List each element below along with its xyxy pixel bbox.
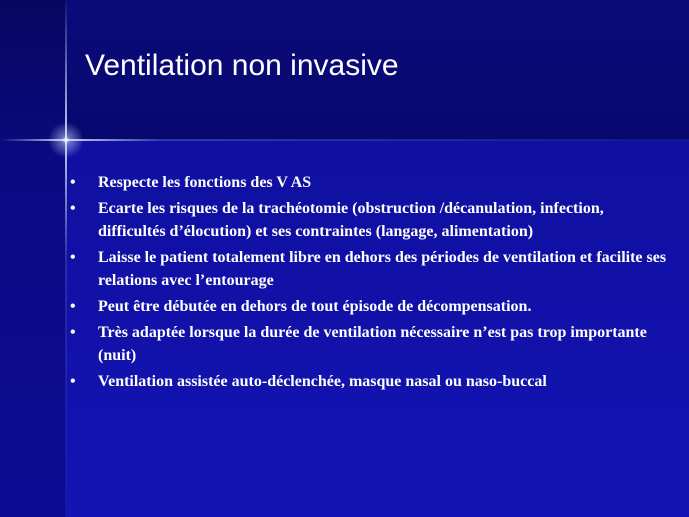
bullet-item [70,321,670,367]
bullet-item [70,171,670,194]
bullet-item [70,370,670,393]
bullet-text: Peut être débutée en dehors de tout épisode de décompensation. [98,298,532,315]
bullet-text: Très adaptée lorsque la durée de ventilation nécessaire n’est pas trop importante (nuit) [98,324,647,364]
sparkle-icon [46,120,86,160]
left-background-band [0,0,66,517]
vertical-divider-line [65,0,67,517]
bullet-item [70,295,670,318]
bullet-text: Ventilation assistée auto-déclenchée, masque nasal ou naso-buccal [98,373,547,390]
slide-title: Ventilation non invasive [85,49,399,82]
bullet-list [70,171,670,396]
bullet-text: Respecte les fonctions des V AS [98,174,312,191]
bullet-icon: • [70,200,76,217]
bullet-icon: • [70,298,76,315]
bullet-item [70,246,670,292]
horizontal-divider-line [0,139,689,141]
bullet-text: Ecarte les risques de la trachéotomie (obstruction /décanulation, infection, difficultés d’élocution) et ses contraintes (langage, alimentation) [98,200,604,240]
bullet-icon: • [70,373,76,390]
bullet-item [70,197,670,243]
bullet-icon: • [70,324,76,341]
bullet-text: Laisse le patient totalement libre en dehors des périodes de ventilation et facilite ses relations avec l’entourage [98,249,667,289]
bullet-icon: • [70,174,76,191]
bullet-icon: • [70,249,76,266]
